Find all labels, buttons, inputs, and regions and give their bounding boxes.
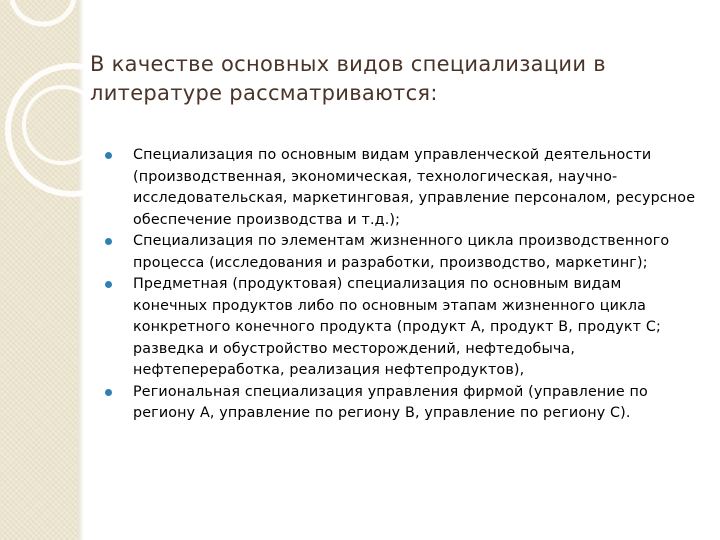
- bullet-icon: [105, 389, 112, 396]
- bullet-text: Предметная (продуктовая) специализация по основным видам конечных продуктов либо по основным этапам жизненного цикла конкретного конечного продукта (продукт А, продукт В, продукт С; разведка и обустройство месторождений, нефтедобыча, нефтепереработка, реализация нефтепродуктов),: [133, 276, 661, 378]
- bullet-icon: [105, 238, 112, 245]
- decorative-arc-top: [12, 0, 74, 24]
- list-item: [105, 274, 700, 382]
- bullet-text: Специализация по основным видам управленческой деятельности (производственная, экономическая, технологическая, научно-исследовательская, маркетинговая, управление персоналом, ресурсное обеспечение производства и т.д.);: [133, 147, 696, 228]
- decorative-ring-small: [24, 87, 100, 163]
- list-item: [105, 145, 700, 231]
- bullet-icon: [105, 152, 112, 159]
- list-item: [105, 231, 700, 274]
- slide-title: В качестве основных видов специализации в литературе рассматриваются:: [90, 52, 606, 105]
- list-item: [105, 382, 700, 425]
- bullet-icon: [105, 281, 112, 288]
- bullet-list: [105, 145, 700, 425]
- bullet-text: Специализация по элементам жизненного цикла производственного процесса (исследования и разработки, производство, маркетинг);: [133, 233, 670, 271]
- bullet-text: Региональная специализация управления фирмой (управление по региону А, управление по региону В, управление по региону С).: [133, 383, 648, 421]
